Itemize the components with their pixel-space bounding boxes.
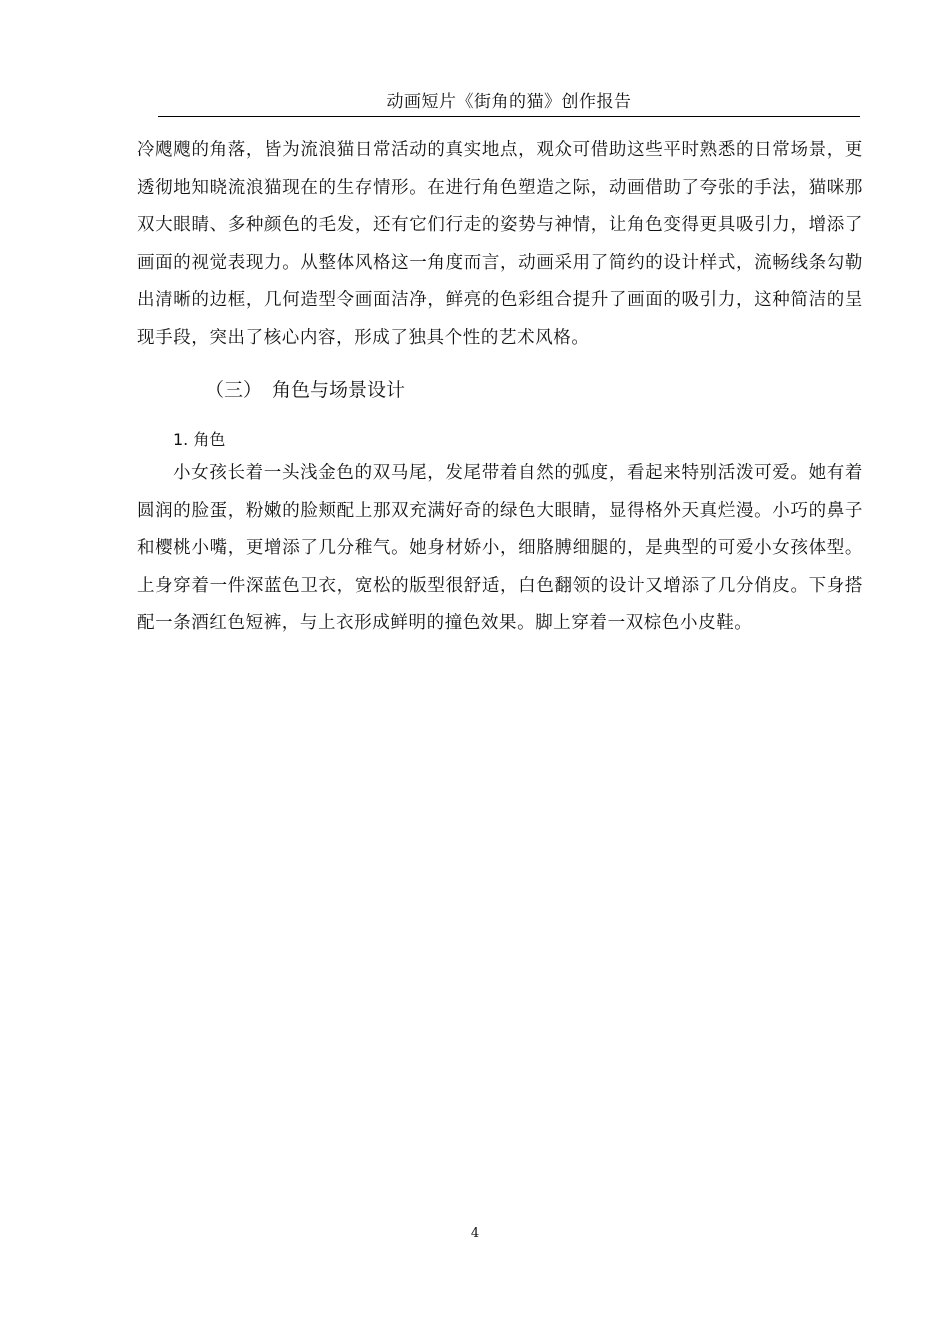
page-body	[137, 132, 863, 643]
running-header	[158, 92, 860, 117]
section-number: （三）	[205, 379, 263, 401]
section-heading	[137, 375, 863, 405]
report-title: 动画短片《街角的猫》创作报告	[386, 92, 632, 112]
subsection-heading: 1. 角色	[173, 430, 226, 449]
section-title: 角色与场景设计	[272, 379, 406, 401]
page-number: 4	[470, 1226, 480, 1241]
character-description-paragraph: 小女孩长着一头浅金色的双马尾，发尾带着自然的弧度，看起来特别活泼可爱。她有着圆润的脸蛋，粉嫩的脸颊配上那双充满好奇的绿色大眼睛，显得格外天真烂漫。小巧的鼻子和樱桃小嘴，更增添了几分稚气。她身材娇小，细胳膊细腿的，是典型的可爱小女孩体型。上身穿着一件深蓝色卫衣，宽松的版型很舒适，白色翻领的设计又增添了几分俏皮。下身搭配一条酒红色短裤，与上衣形成鲜明的撞色效果。脚上穿着一双棕色小皮鞋。	[137, 463, 863, 633]
continued-paragraph: 冷飕飕的角落，皆为流浪猫日常活动的真实地点，观众可借助这些平时熟悉的日常场景，更透彻地知晓流浪猫现在的生存情形。在进行角色塑造之际，动画借助了夸张的手法，猫咪那双大眼睛、多种颜色的毛发，还有它们行走的姿势与神情，让角色变得更具吸引力，增添了画面的视觉表现力。从整体风格这一角度而言，动画采用了简约的设计样式，流畅线条勾勒出清晰的边框，几何造型令画面洁净，鲜亮的色彩组合提升了画面的吸引力，这种简洁的呈现手段，突出了核心内容，形成了独具个性的艺术风格。	[137, 140, 863, 348]
